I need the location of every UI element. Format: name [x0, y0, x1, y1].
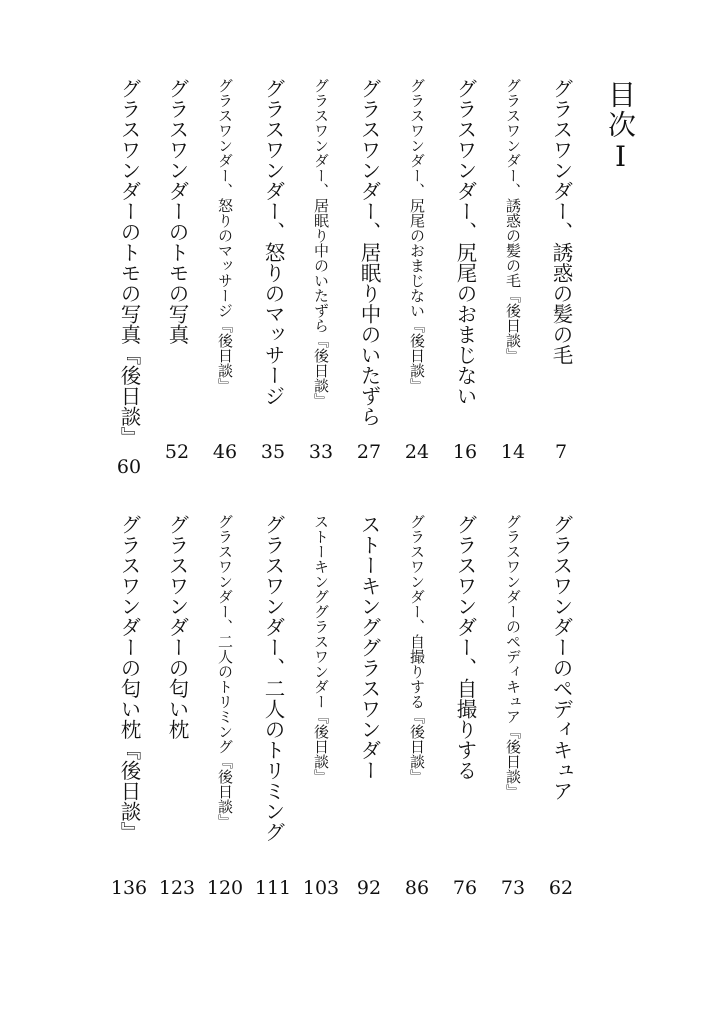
entry-page-number: 46 — [212, 441, 238, 463]
entry-title: グラスワンダー、居眠り中のいたずら『後日談』 — [312, 78, 330, 408]
entry-title: グラスワンダー、怒りのマッサージ — [261, 78, 285, 406]
entry-page-number: 7 — [554, 441, 568, 463]
entry-page-number: 76 — [452, 877, 478, 899]
entry-title: グラスワンダーの匂い枕『後日談』 — [117, 514, 141, 842]
entry-title: グラスワンダーのトモの写真 — [165, 78, 189, 345]
entry-title: グラスワンダー、二人のトリミング — [261, 514, 285, 842]
entry-title: グラスワンダー、尻尾のおまじない『後日談』 — [408, 78, 426, 393]
entry-title: グラスワンダー、誘惑の髪の毛『後日談』 — [504, 78, 522, 363]
entry-page-number: 111 — [254, 877, 292, 899]
entry-page-number: 120 — [206, 877, 244, 899]
entry-title: グラスワンダー、自撮りする『後日談』 — [408, 514, 426, 784]
entry-title: グラスワンダー、自撮りする — [453, 514, 477, 781]
entry-title: グラスワンダー、誘惑の髪の毛 — [549, 78, 573, 365]
entry-page-number: 60 — [116, 456, 142, 478]
entry-title: グラスワンダーのペディキュア — [549, 514, 573, 801]
entry-title: グラスワンダー、居眠り中のいたずら — [357, 78, 381, 427]
toc-title: 目次Ⅰ — [604, 80, 637, 175]
entry-page-number: 52 — [164, 441, 190, 463]
entry-page-number: 92 — [356, 877, 382, 899]
entry-page-number: 73 — [500, 877, 526, 899]
entry-page-number: 123 — [158, 877, 196, 899]
entry-title: グラスワンダーのトモの写真『後日談』 — [117, 78, 141, 447]
entry-title: ストーキンググラスワンダー — [357, 514, 381, 781]
entry-page-number: 27 — [356, 441, 382, 463]
entry-title: ストーキンググラスワンダー『後日談』 — [312, 514, 330, 784]
entry-page-number: 24 — [404, 441, 430, 463]
entry-page-number: 103 — [302, 877, 340, 899]
entry-title: グラスワンダーのペディキュア『後日談』 — [504, 514, 522, 799]
entry-page-number: 136 — [110, 877, 148, 899]
entry-page-number: 16 — [452, 441, 478, 463]
entry-page-number: 14 — [500, 441, 526, 463]
entry-page-number: 33 — [308, 441, 334, 463]
entry-title: グラスワンダー、二人のトリミング『後日談』 — [216, 514, 234, 829]
entry-title: グラスワンダーの匂い枕 — [165, 514, 189, 740]
entry-page-number: 62 — [548, 877, 574, 899]
entry-page-number: 35 — [260, 441, 286, 463]
entry-page-number: 86 — [404, 877, 430, 899]
entry-title: グラスワンダー、尻尾のおまじない — [453, 78, 477, 406]
entry-title: グラスワンダー、怒りのマッサージ『後日談』 — [216, 78, 234, 393]
